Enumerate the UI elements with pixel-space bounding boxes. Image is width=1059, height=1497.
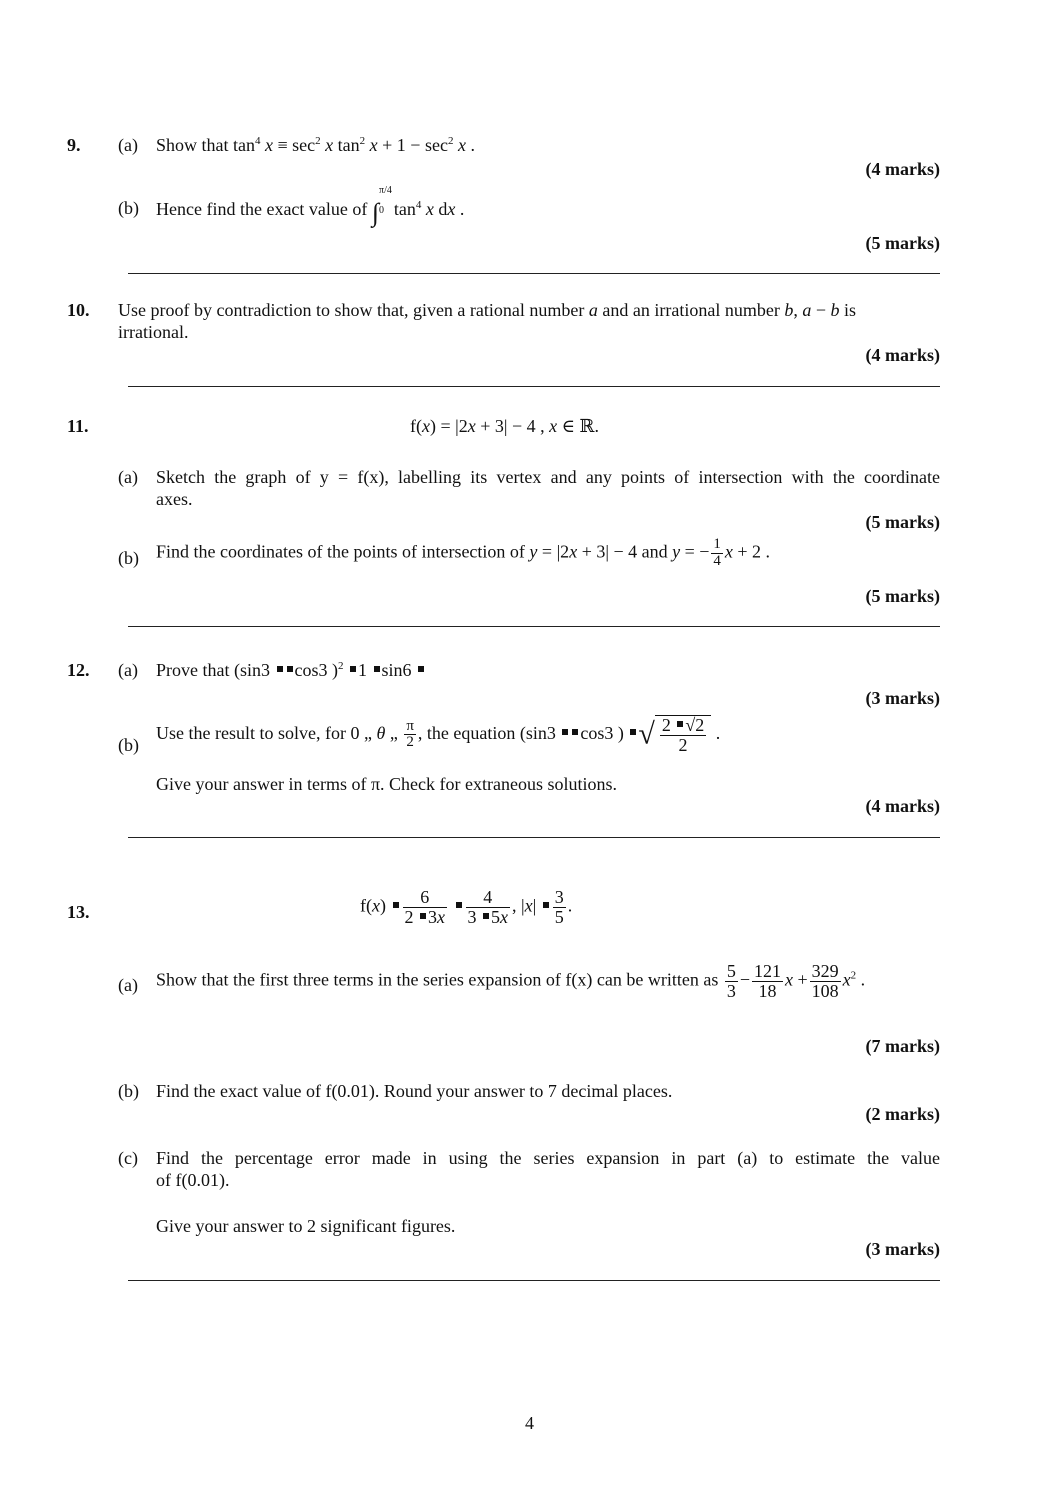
q12-divider <box>128 837 940 838</box>
q9b-prompt: Hence find the exact value of <box>156 199 368 219</box>
q11-definition: f(x) = |2x + 3| − 4 , x ∈ ℝ. <box>410 416 599 436</box>
q11b-prompt: Find the coordinates of the points of intersection of <box>156 541 525 562</box>
q12b-text: Use the result to solve, for 0 „ θ „ $\frac{\pi}{2}$ , the equation (sin3 cos3 ) √ $\frac{2 √2}{2}$ . <box>156 715 721 755</box>
q10-text-part3: is <box>843 300 856 320</box>
q11a-label: (a) <box>118 467 138 487</box>
q10-text-part1: Use proof by contradiction to show that, given a rational number <box>118 300 585 320</box>
q9a-label: (a) <box>118 135 138 155</box>
q9a-text <box>156 135 475 156</box>
q13-divider <box>128 1280 940 1281</box>
q13a-text: Show that the first three terms in the series expansion of f(x) can be written as $\frac{5}{3}$ − $\frac{121}{18}$ x + $\frac{329}{108}$ $x^2$ . <box>156 961 866 1001</box>
q13b-text: Find the exact value of f(0.01). Round your answer to 7 decimal places. <box>156 1081 673 1101</box>
q9a-formula: $\tan^4 x \equiv \sec^2 x$ $\tan^2 x + 1 - \sec^2 x$ . <box>233 135 475 155</box>
q13c-line3: Give your answer to 2 significant figures. <box>156 1216 456 1236</box>
q13c-label: (c) <box>118 1148 138 1168</box>
q11a-marks: (5 marks) <box>865 512 940 532</box>
q10-divider <box>128 386 940 387</box>
q13-number: 13. <box>67 902 90 922</box>
q10-marks: (4 marks) <box>865 345 940 365</box>
q12b-label: (b) <box>118 735 139 755</box>
q11-divider <box>128 626 940 627</box>
q11-number: 11. <box>67 416 89 436</box>
q11b-marks: (5 marks) <box>865 586 940 606</box>
q9a-marks: (4 marks) <box>865 159 940 179</box>
q13c-marks: (3 marks) <box>865 1239 940 1259</box>
q12b-line2: Give your answer in terms of π. Check for extraneous solutions. <box>156 774 617 794</box>
q11a-line1: Sketch the graph of y = f(x), labelling its vertex and any points of intersection with the coordinate <box>156 467 940 487</box>
q13a-label: (a) <box>118 975 138 995</box>
q10-number: 10. <box>67 300 90 320</box>
q9b-formula: ∫ π/4 0 $\tan^4 x$ dx . <box>371 185 465 227</box>
q10-text-part2: and an irrational number <box>602 300 780 320</box>
q12a-text: Prove that (sin3 cos3 )$^2$ 1 sin6 <box>156 660 426 681</box>
q9a-prompt: Show that <box>156 135 229 155</box>
q11b-text: Find the coordinates of the points of intersection of y = |2x + 3| − 4 and y = − $\frac{1}{4}$ x + 2 . <box>156 536 771 569</box>
q13c-line2: of f(0.01). <box>156 1170 230 1190</box>
q12a-marks: (3 marks) <box>865 688 940 708</box>
q13a-prompt: Show that the first three terms in the series expansion of f(x) can be written as <box>156 969 719 990</box>
q12a-prompt: Prove that <box>156 660 230 680</box>
q10-line2: irrational. <box>118 322 189 342</box>
q9-divider <box>128 273 940 274</box>
q10-line1: Use proof by contradiction to show that, given a rational number a and an irrational number b, a − b is <box>118 300 856 320</box>
page-number: 4 <box>525 1413 534 1433</box>
q11a-line2: axes. <box>156 489 193 509</box>
q9b-marks: (5 marks) <box>865 233 940 253</box>
q11b-label: (b) <box>118 548 139 568</box>
q12-number: 12. <box>67 660 90 680</box>
q11b-and: and <box>641 541 668 562</box>
q13b-label: (b) <box>118 1081 139 1101</box>
q9-number: 9. <box>67 135 81 155</box>
q9b-text <box>156 185 465 228</box>
q9b-label: (b) <box>118 198 139 218</box>
q13c-line1: Find the percentage error made in using the series expansion in part (a) to estimate the value <box>156 1148 940 1168</box>
q13a-marks: (7 marks) <box>865 1036 940 1056</box>
q13-definition: f(x) $\frac{6}{2 3x}$ $\frac{4}{3 5x}$ , |x| $\frac{3}{5}$ . <box>360 887 573 927</box>
q12b-equation-label: , the equation <box>417 723 516 744</box>
q12a-label: (a) <box>118 660 138 680</box>
q12b-marks: (4 marks) <box>865 796 940 816</box>
q13b-marks: (2 marks) <box>865 1104 940 1124</box>
q12b-prompt: Use the result to solve, for <box>156 723 346 744</box>
